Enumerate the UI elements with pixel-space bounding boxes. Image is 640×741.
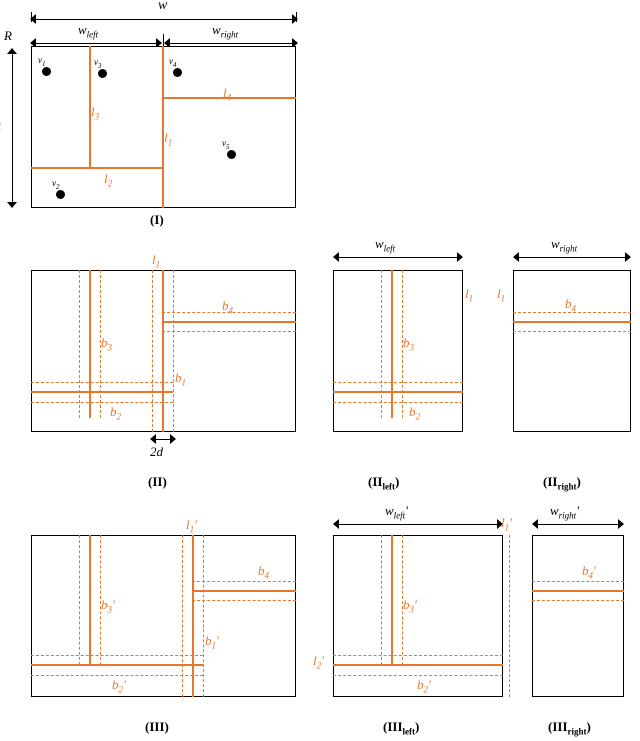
b2p-text-3: b — [112, 677, 119, 692]
partition-line-l1 — [162, 46, 164, 208]
wleft-sub: left — [86, 29, 99, 40]
b3p-sub-3: 3 — [107, 604, 112, 615]
label-b2prime-panel3 — [112, 677, 126, 695]
wleftp-text: w — [385, 503, 394, 518]
vertex-label-v3 — [94, 57, 102, 70]
band-b3-center-2l — [391, 270, 393, 418]
b4-sub-2r: 4 — [571, 303, 576, 314]
vertex-dot-v5 — [227, 150, 236, 159]
v4-text: v — [169, 56, 173, 66]
label-b3prime-panel3 — [101, 597, 115, 615]
dimension-label-wrightprime — [550, 503, 579, 521]
b2p-sub-3: 2 — [118, 684, 123, 695]
b3-text-2: b — [101, 335, 108, 350]
vertex-dot-v3 — [98, 69, 107, 78]
l3-sub: 3 — [94, 111, 100, 122]
label-b1prime-panel3 — [205, 633, 219, 651]
b1p-text-3: b — [205, 633, 212, 648]
p2l-cap-end: ) — [394, 474, 400, 489]
band-b3-left-dash-2l — [381, 270, 382, 418]
dimension-arrow-wright-2 — [513, 252, 631, 263]
band-b2-center — [31, 391, 173, 393]
dimension-arrow-wrightprime — [532, 519, 624, 530]
band-b1p-left-dash — [182, 535, 183, 697]
panel-2 — [0, 250, 320, 500]
l2-sub: 2 — [107, 178, 113, 189]
panel-2-caption — [148, 474, 167, 490]
dimension-arrow-wleftprime — [333, 519, 503, 530]
band-b2-top-dash — [31, 382, 173, 383]
label-l1-panel2left — [465, 286, 473, 304]
panel-2-right-caption — [543, 474, 581, 492]
vertex-label-v5 — [222, 138, 230, 151]
vertex-label-v1 — [38, 55, 46, 68]
dimension-label-2d — [150, 444, 163, 460]
b1p-sub-3: 1 — [211, 640, 216, 651]
v1-sub: 1 — [42, 59, 46, 68]
dimension-label-wright — [212, 22, 238, 40]
vertex-dot-v4 — [173, 68, 182, 77]
band-b2p-top-dash — [31, 655, 203, 656]
b2p-prime-3l: ' — [428, 677, 431, 692]
v2-text: v — [52, 178, 56, 188]
band-b2p-bottom-dash — [31, 675, 203, 676]
v1-text: v — [38, 55, 42, 65]
label-b3-panel2 — [101, 335, 112, 353]
b3p-prime-3l: ' — [414, 597, 417, 612]
p3l-cap-end: ) — [415, 719, 420, 734]
region-label-R — [4, 28, 12, 44]
panel-3-left-caption — [383, 719, 419, 737]
2d-text: 2d — [150, 444, 163, 459]
dimension-label-wleft-2 — [375, 236, 395, 254]
tick-mid — [163, 34, 164, 46]
v5-sub: 5 — [226, 142, 230, 151]
panel-2-caption-text: (II) — [148, 474, 167, 489]
panel-2-left-caption — [368, 474, 399, 492]
wleft-text: w — [78, 22, 87, 37]
panel-3-right-caption — [548, 719, 591, 737]
panel-2-left — [325, 236, 485, 500]
wleftp-prime: ' — [405, 503, 408, 518]
label-b4-panel3 — [258, 563, 269, 581]
band-b3p-left-dash — [79, 535, 80, 665]
p3r-cap-end: ) — [586, 719, 591, 734]
l2p-sub-3l: 2 — [316, 660, 322, 671]
band-b2-bottom-dash — [31, 402, 173, 403]
label-b3prime-panel3left — [403, 597, 417, 615]
p2r-cap-main: (II — [543, 474, 558, 489]
dimension-arrow-h — [7, 48, 18, 208]
l2p-text-3l: l — [313, 653, 317, 668]
band-b4p-bottom-dash-3r — [532, 600, 624, 601]
label-l1-panel2 — [152, 252, 160, 270]
partition-line-l2 — [31, 167, 163, 169]
v2-sub: 2 — [56, 182, 60, 191]
label-b4-panel2 — [222, 298, 233, 316]
dimension-arrow-wleft-2 — [333, 252, 463, 263]
b3p-text-3l: b — [403, 597, 410, 612]
b3-sub-2: 3 — [107, 342, 112, 353]
p3l-cap-main: (III — [383, 719, 403, 734]
b2-text-2l: b — [409, 404, 416, 419]
l1-sub-2r: 1 — [500, 293, 506, 304]
w-text: w — [158, 0, 168, 13]
band-b3p-center — [89, 535, 91, 665]
b4p-sub-3r: 4 — [588, 570, 593, 581]
band-b2p-center-3l — [333, 664, 503, 666]
label-b2prime-panel3left — [417, 677, 431, 695]
panel-1 — [0, 0, 310, 240]
l1p-text-sep: l — [501, 515, 505, 530]
band-b2p-bottom-dash-3l — [333, 675, 503, 676]
vertex-label-v2 — [52, 178, 60, 191]
wrightp-text: w — [550, 503, 559, 518]
band-b1p-right-dash — [203, 535, 204, 697]
l1p-prime-3: ' — [194, 517, 197, 532]
band-b2-top-dash-2l — [333, 382, 463, 383]
l1-text: l — [164, 130, 168, 145]
band-b3p-left-dash-3l — [381, 535, 382, 665]
l1p-prime-sep: ' — [509, 515, 512, 530]
b4p-text-3r: b — [582, 563, 589, 578]
vertex-dot-v2 — [56, 190, 65, 199]
l4-text: l — [223, 85, 227, 100]
label-b3-panel2left — [403, 335, 414, 353]
l4-sub: 4 — [226, 92, 232, 103]
b3-text-2l: b — [403, 335, 410, 350]
p3r-cap-sub: right — [567, 726, 587, 737]
label-b1-panel2 — [175, 370, 186, 388]
panel-1-caption-text: (I) — [150, 212, 164, 227]
label-l1prime-separator — [501, 515, 512, 533]
panel-3-left — [313, 503, 515, 741]
label-l1prime-panel3 — [186, 517, 197, 535]
dimension-label-wleftprime — [385, 503, 408, 521]
wleft-text-2: w — [375, 236, 384, 251]
label-l1-panel2right — [497, 286, 505, 304]
label-l2 — [104, 171, 112, 189]
band-b1-center — [162, 270, 164, 432]
p2l-cap-main: (II — [368, 474, 383, 489]
band-b2p-top-dash-3l — [333, 655, 503, 656]
l1-text-2l: l — [465, 286, 469, 301]
label-b2-panel2 — [110, 404, 121, 422]
label-b4prime-panel3right — [582, 563, 596, 581]
h-text — [0, 118, 1, 133]
band-b4p-top-dash-3r — [532, 581, 624, 582]
band-b3p-center-3l — [391, 535, 393, 665]
region-rect-2-right — [513, 270, 631, 432]
l1-sub: 1 — [167, 137, 173, 148]
band-b1-right-dash — [173, 270, 174, 432]
b4-text-3: b — [258, 563, 265, 578]
label-l2prime-panel3left — [313, 653, 324, 671]
dimension-arrow-w — [30, 14, 298, 25]
l2-text: l — [104, 171, 108, 186]
b3p-text-3: b — [101, 597, 108, 612]
vertex-label-v4 — [169, 56, 177, 69]
separator-l1prime-dash — [509, 535, 510, 697]
region-rect-2-left — [333, 270, 463, 432]
band-b4-center-2r — [513, 321, 631, 323]
b4-sub-2: 4 — [228, 305, 233, 316]
label-b2-panel2left — [409, 404, 420, 422]
region-rect-3-left — [333, 535, 503, 697]
wright-text: w — [212, 22, 221, 37]
b4-sub-3: 4 — [264, 570, 269, 581]
dimension-label-wright-2 — [551, 236, 577, 254]
wrightp-prime: ' — [576, 503, 579, 518]
band-b2-bottom-dash-2l — [333, 402, 463, 403]
b4-text-2r: b — [565, 296, 572, 311]
label-l3 — [91, 104, 99, 122]
band-b4-bottom-dash-2r — [513, 331, 631, 332]
region-rect-3 — [31, 535, 296, 697]
label-b4-panel2right — [565, 296, 576, 314]
l1p-sub-3: 1 — [189, 524, 195, 535]
panel-1-caption — [150, 212, 164, 228]
b2-sub-2l: 2 — [415, 411, 420, 422]
b4-text-2: b — [222, 298, 229, 313]
tick-left — [31, 12, 32, 22]
dimension-label-w — [158, 0, 167, 14]
l1p-text-3: l — [186, 517, 190, 532]
p3l-cap-sub: left — [402, 726, 416, 737]
p2r-cap-sub: right — [557, 481, 577, 492]
b2p-sub-3l: 2 — [423, 684, 428, 695]
band-b3-center — [89, 270, 91, 418]
R-text: R — [4, 28, 12, 43]
band-b4-bottom-dash — [162, 331, 296, 332]
label-l4 — [223, 85, 231, 103]
band-b4-center — [162, 321, 296, 323]
b2p-text-3l: b — [417, 677, 424, 692]
dimension-label-wleft — [78, 22, 98, 40]
p2r-cap-end: ) — [576, 474, 581, 489]
panel-3-caption-text: (III) — [145, 719, 169, 734]
l1p-sub-sep: 1 — [504, 522, 510, 533]
l2p-prime-3l: ' — [321, 653, 324, 668]
b1p-prime-3: ' — [216, 633, 219, 648]
band-b4-center-3 — [192, 590, 296, 592]
b2-sub-2: 2 — [116, 411, 121, 422]
l1-text-2: l — [152, 252, 156, 267]
b1-sub-2: 1 — [181, 377, 186, 388]
band-b4p-center-3r — [532, 590, 624, 592]
panel-3 — [0, 505, 320, 741]
wright-sub-2: right — [559, 243, 578, 254]
b1-text-2: b — [175, 370, 182, 385]
band-b2p-center — [31, 664, 203, 666]
p3r-cap-main: (III — [548, 719, 568, 734]
v3-text: v — [94, 57, 98, 67]
band-b3-left-dash — [79, 270, 80, 418]
band-b2-center-2l — [333, 391, 463, 393]
l1-sub-2l: 1 — [468, 293, 474, 304]
band-b1p-center — [192, 535, 194, 697]
dimension-label-h — [0, 118, 1, 134]
b3p-prime-3: ' — [112, 597, 115, 612]
v5-text: v — [222, 138, 226, 148]
p2l-cap-sub: left — [382, 481, 395, 492]
l1-sub-2: 1 — [155, 259, 161, 270]
wright-sub: right — [220, 29, 239, 40]
b3p-sub-3l: 3 — [409, 604, 414, 615]
vertex-dot-v1 — [42, 67, 51, 76]
b2-text-2: b — [110, 404, 117, 419]
region-rect-3-right — [532, 535, 624, 697]
b2p-prime-3: ' — [123, 677, 126, 692]
band-b4-top-dash-3 — [192, 581, 296, 582]
panel-3-caption — [145, 719, 169, 735]
v3-sub: 3 — [98, 61, 102, 70]
panel-2-right — [495, 236, 640, 500]
l3-text: l — [91, 104, 95, 119]
tick-right — [296, 12, 297, 22]
band-b4-bottom-dash-3 — [192, 600, 296, 601]
wrightp-sub: right — [558, 510, 577, 521]
b3-sub-2l: 3 — [409, 342, 414, 353]
v4-sub: 4 — [173, 60, 177, 69]
l1-text-2r: l — [497, 286, 501, 301]
label-l1 — [164, 130, 172, 148]
wleft-sub-2: left — [383, 243, 396, 254]
wright-text-2: w — [551, 236, 560, 251]
panel-3-right — [520, 505, 640, 741]
wleftp-sub: left — [393, 510, 406, 521]
band-b1-left-dash — [152, 270, 153, 432]
b4p-prime-3r: ' — [593, 563, 596, 578]
